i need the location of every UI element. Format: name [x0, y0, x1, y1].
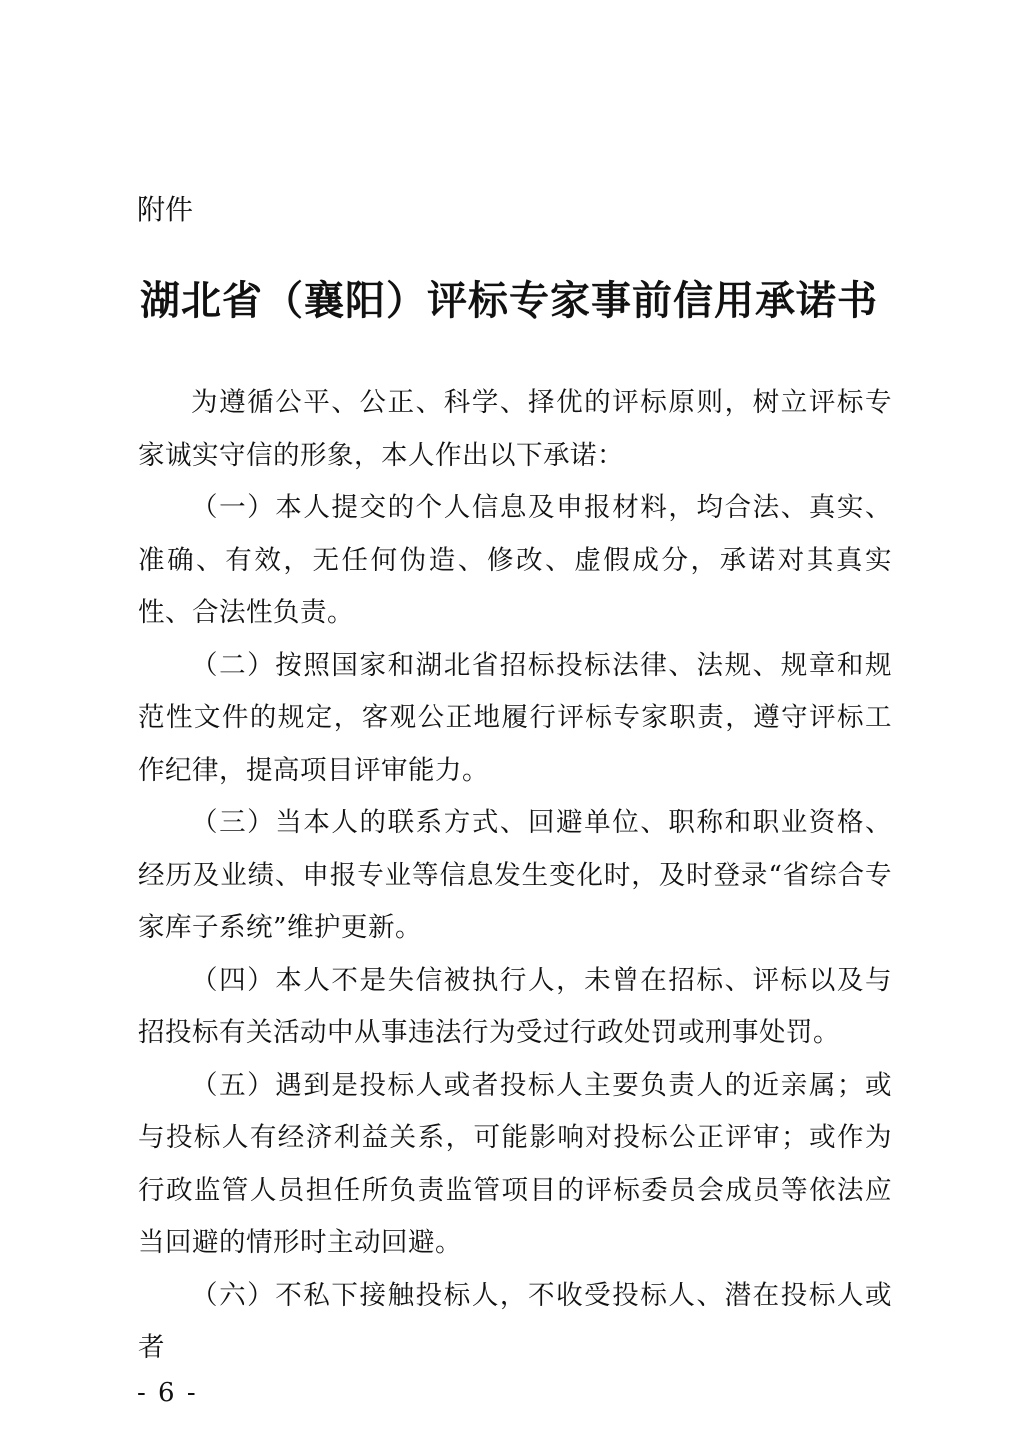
document-body: [138, 377, 892, 1375]
paragraph-clause-2: （二）按照国家和湖北省招标投标法律、法规、规章和规范性文件的规定，客观公正地履行评标专家职责，遵守评标工作纪律，提高项目评审能力。: [138, 649, 892, 786]
paragraph-intro: 为遵循公平、公正、科学、择优的评标原则，树立评标专家诚实守信的形象，本人作出以下承诺：: [138, 387, 892, 471]
document-title: 湖北省（襄阳）评标专家事前信用承诺书: [140, 277, 878, 324]
paragraph-clause-1: （一）本人提交的个人信息及申报材料，均合法、真实、准确、有效，无任何伪造、修改、虚假成分，承诺对其真实性、合法性负责。: [138, 492, 892, 628]
paragraph-clause-4: （四）本人不是失信被执行人，未曾在招标、评标以及与招投标有关活动中从事违法行为受过行政处罚或刑事处罚。: [138, 964, 892, 1048]
paragraph-clause-6: （六）不私下接触投标人，不收受投标人、潜在投标人或者: [138, 1279, 892, 1363]
attachment-label: 附件: [137, 193, 194, 226]
paragraph-clause-3: （三）当本人的联系方式、回避单位、职称和职业资格、经历及业绩、申报专业等信息发生变化时，及时登录“省综合专家库子系统”维护更新。: [138, 807, 892, 943]
page-number: - 6 -: [137, 1378, 198, 1408]
paragraph-clause-5: （五）遇到是投标人或者投标人主要负责人的近亲属；或与投标人有经济利益关系，可能影响对投标公正评审；或作为行政监管人员担任所负责监管项目的评标委员会成员等依法应当回避的情形时主动回避。: [138, 1069, 892, 1258]
